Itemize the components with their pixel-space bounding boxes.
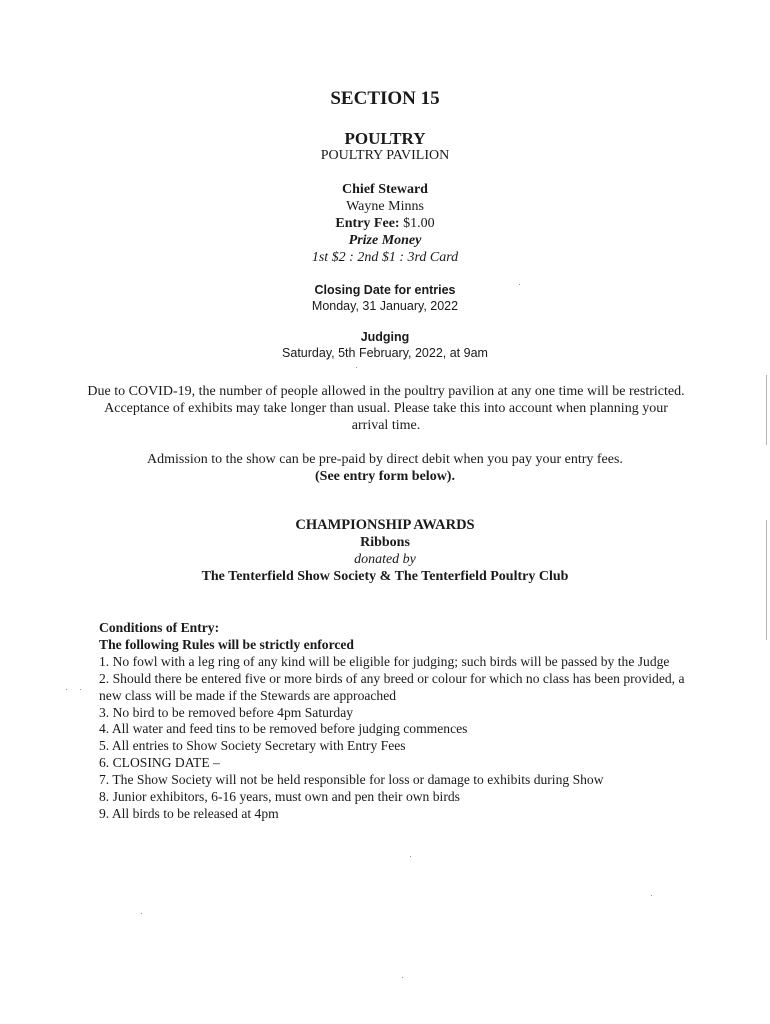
scan-speck (80, 689, 81, 690)
rules-heading: The following Rules will be strictly enforced (99, 636, 354, 652)
scan-speck (651, 895, 652, 896)
prize-money-detail: 1st $2 : 2nd $1 : 3rd Card (311, 250, 459, 265)
venue-label: POULTRY PAVILION (320, 148, 450, 163)
admission-note: Admission to the show can be pre-paid by direct debit when you pay your entry fees. (147, 452, 623, 467)
rule-item: 3. No bird to be removed before 4pm Saturday (99, 704, 354, 720)
rule-item: 7. The Show Society will not be held responsible for loss or damage to exhibits during Show (99, 772, 604, 788)
admission-reference: (See entry form below). (315, 469, 455, 484)
chief-steward-label: Chief Steward (342, 182, 428, 197)
closing-date-label: Closing Date for entries (314, 283, 456, 297)
category-title: POULTRY (344, 129, 426, 148)
scan-speck (66, 689, 67, 690)
rule-item: 2. Should there be entered five or more birds of any breed or colour for which no class has been provided, a new class will be made if the Stewards are approached (99, 670, 685, 703)
scan-speck (356, 367, 357, 368)
awards-donors: The Tenterfield Show Society & The Tenterfield Poultry Club (201, 569, 569, 584)
judging-date: Saturday, 5th February, 2022, at 9am (282, 346, 488, 360)
prize-money-label: Prize Money (348, 233, 422, 248)
entry-fee-value: $1.00 (403, 216, 435, 231)
rule-item: 4. All water and feed tins to be removed before judging commences (99, 721, 468, 737)
closing-date-value: Monday, 31 January, 2022 (311, 299, 459, 313)
rule-item: 1. No fowl with a leg ring of any kind will be eligible for judging; such birds will be passed by the Judge (99, 653, 670, 669)
entry-fee-line (0, 216, 770, 232)
rule-item: 8. Junior exhibitors, 6-16 years, must own and pen their own birds (99, 789, 460, 805)
covid-notice: Due to COVID-19, the number of people allowed in the poultry pavilion at any one time will be restricted. Acceptance of exhibits may take longer than usual. Please take this into account when planning your arrival time. (87, 384, 685, 433)
scan-speck (519, 284, 520, 285)
section-title: SECTION 15 (330, 88, 440, 109)
scan-speck (410, 856, 411, 857)
conditions-of-entry (99, 620, 709, 823)
scan-edge-line (766, 520, 767, 640)
awards-donated-by: donated by (354, 552, 416, 567)
awards-item: Ribbons (360, 535, 410, 550)
conditions-heading: Conditions of Entry: (99, 620, 220, 635)
scan-edge-line (766, 375, 767, 445)
judging-label: Judging (360, 330, 410, 344)
entry-fee-label: Entry Fee: (335, 216, 400, 231)
rule-item: 9. All birds to be released at 4pm (99, 805, 279, 821)
awards-title: CHAMPIONSHIP AWARDS (295, 517, 475, 533)
rule-item: 5. All entries to Show Society Secretary with Entry Fees (99, 738, 406, 754)
scan-speck (402, 977, 403, 978)
chief-steward-name: Wayne Minns (346, 199, 424, 214)
scan-speck (141, 913, 142, 914)
rule-item: 6. CLOSING DATE – (99, 755, 220, 771)
